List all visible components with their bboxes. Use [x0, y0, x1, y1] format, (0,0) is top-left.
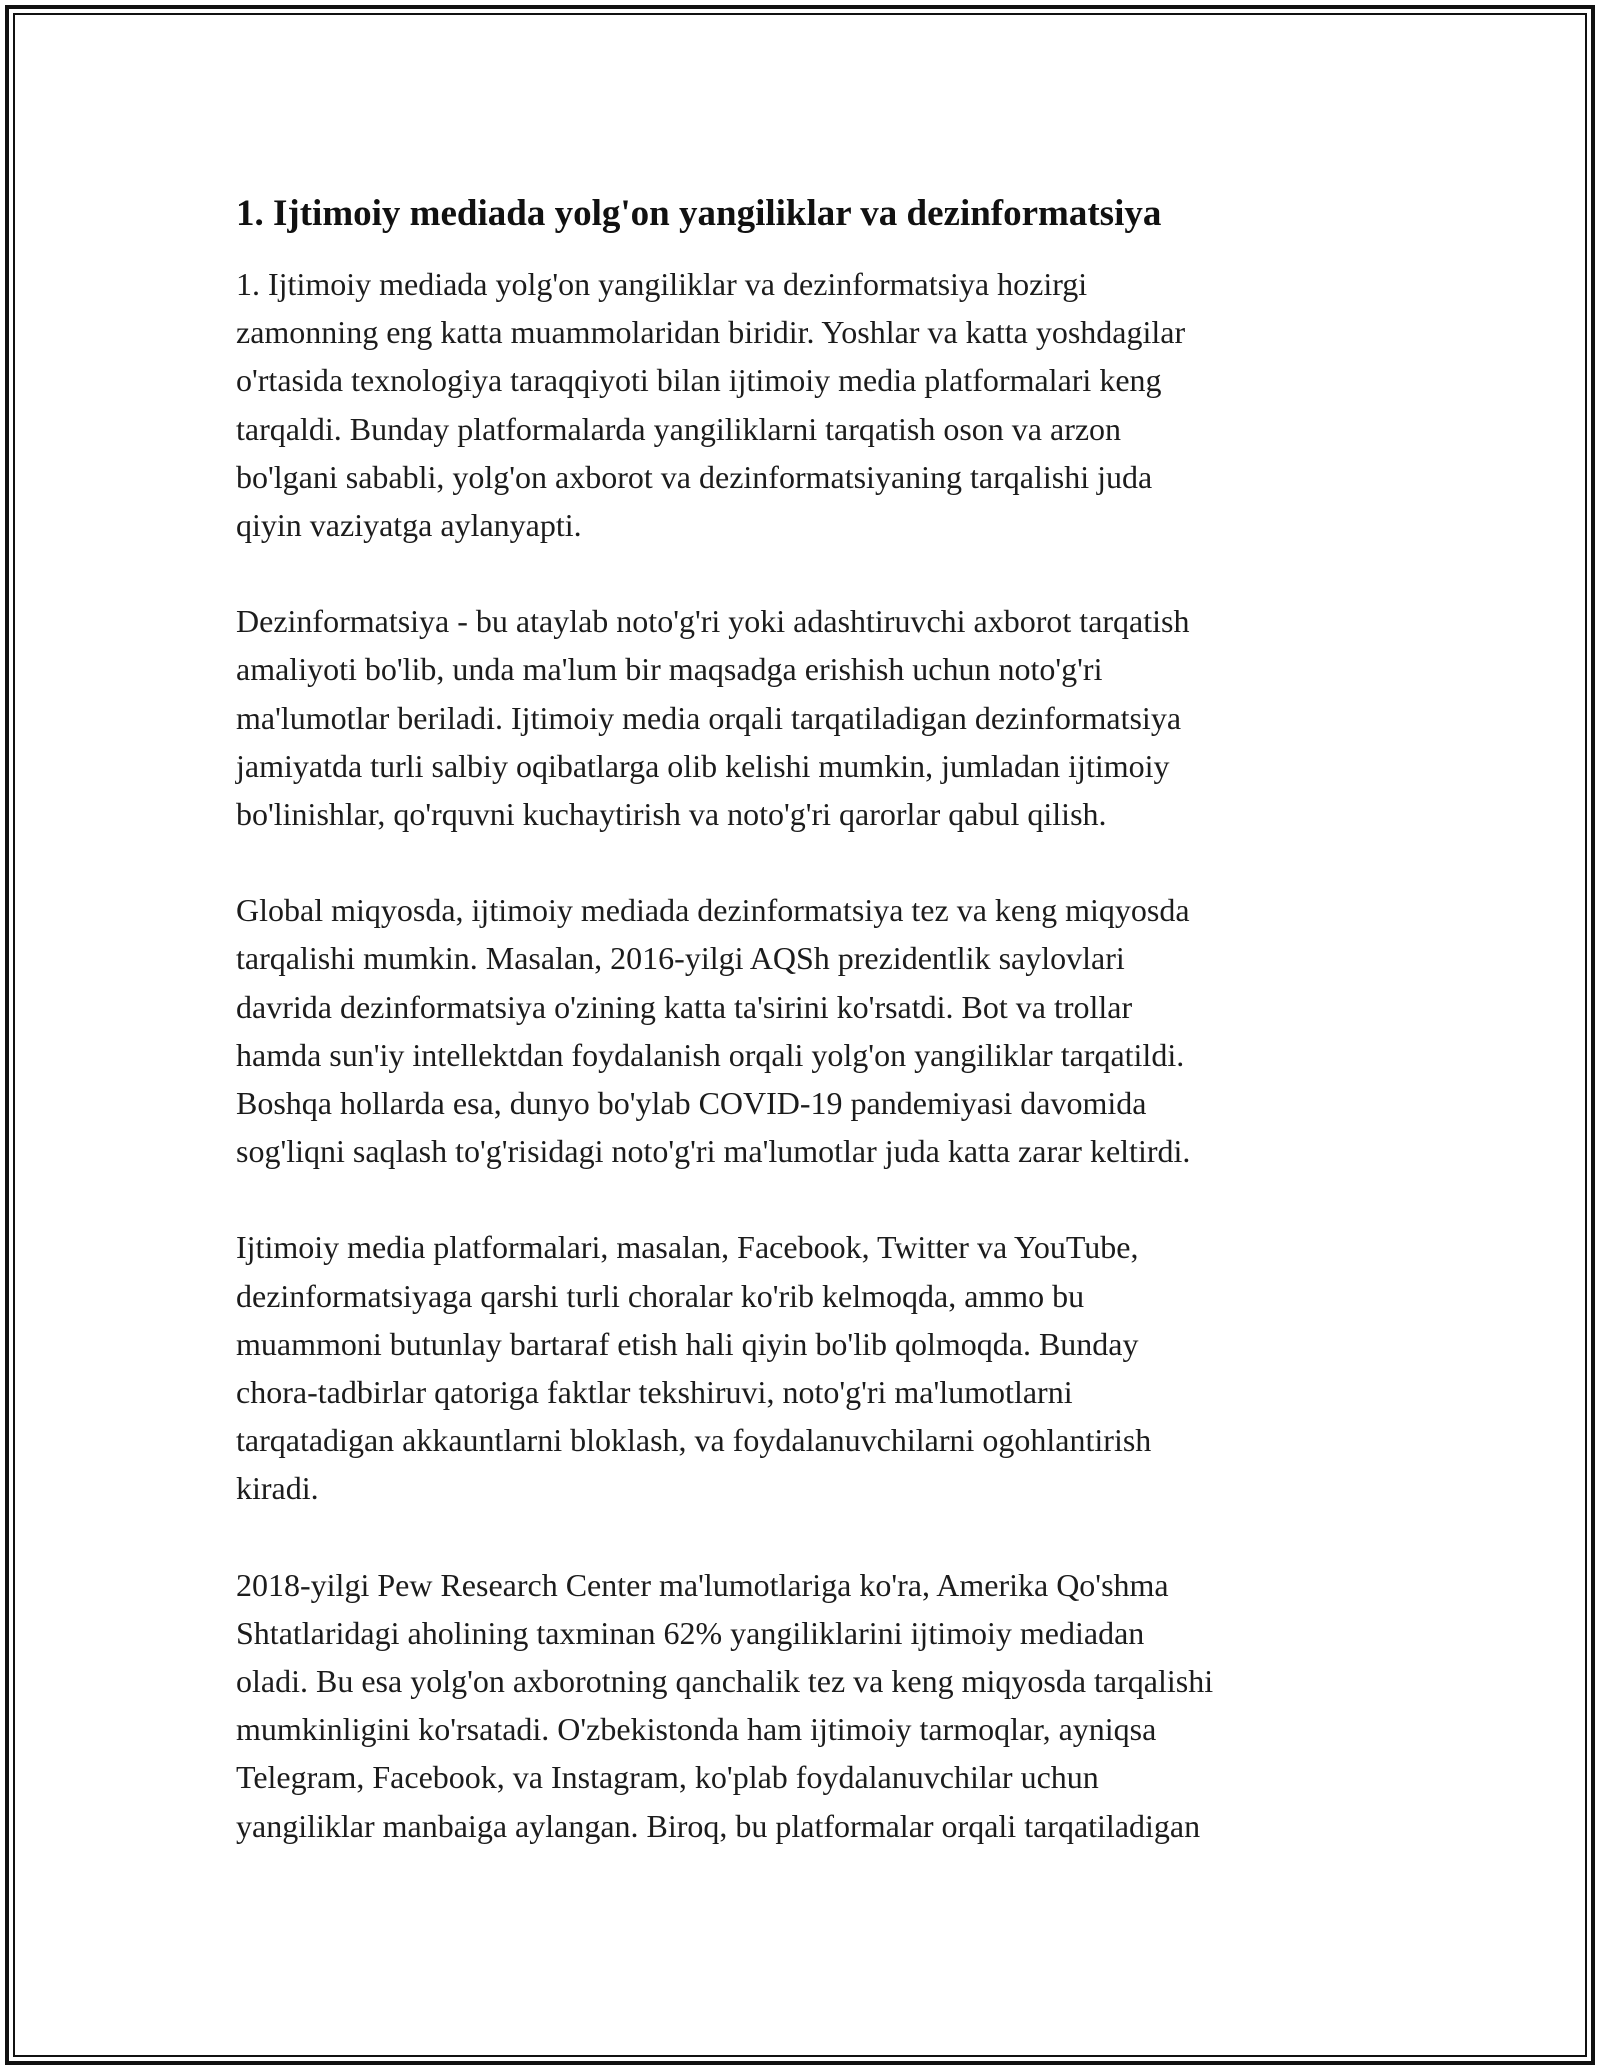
text-line: mumkinligini ko'rsatadi. O'zbekistonda ham ijtimoiy tarmoqlar, ayniqsa: [236, 1711, 1157, 1748]
text-line: muammoni butunlay bartaraf etish hali qiyin bo'lib qolmoqda. Bunday: [236, 1325, 1139, 1362]
document-title: 1. Ijtimoiy mediada yolg'on yangiliklar va dezinformatsiya: [236, 193, 1162, 234]
text-line: zamonning eng katta muammolaridan biridir. Yoshlar va katta yoshdagilar: [236, 314, 1186, 351]
text-line: 2018-yilgi Pew Research Center ma'lumotlariga ko'ra, Amerika Qo'shma: [236, 1566, 1169, 1603]
paragraph-3: [236, 886, 1376, 1175]
text-line: Boshqa hollarda esa, dunyo bo'ylab COVID-19 pandemiyasi davomida: [236, 1085, 1147, 1122]
text-line: 1. Ijtimoiy mediada yolg'on yangiliklar va dezinformatsiya hozirgi: [236, 266, 1088, 302]
text-line: tarqalishi mumkin. Masalan, 2016-yilgi AQSh prezidentlik saylovlari: [236, 940, 1125, 977]
text-line: qiyin vaziyatga aylanyapti.: [236, 507, 582, 544]
text-line: Shtatlaridagi aholining taxminan 62% yangiliklarini ijtimoiy mediadan: [236, 1614, 1145, 1651]
text-line: dezinformatsiyaga qarshi turli choralar ko'rib kelmoqda, ammo bu: [236, 1277, 1085, 1314]
text-line: Telegram, Facebook, va Instagram, ko'plab foydalanuvchilar uchun: [236, 1759, 1099, 1796]
text-line: oladi. Bu esa yolg'on axborotning qanchalik tez va keng miqyosda tarqalishi: [236, 1663, 1214, 1700]
text-line: Ijtimoiy media platformalari, masalan, Facebook, Twitter va YouTube,: [236, 1229, 1139, 1266]
text-line: hamda sun'iy intellektdan foydalanish orqali yolg'on yangiliklar tarqatildi.: [236, 1036, 1185, 1073]
text-line: bo'linishlar, qo'rquvni kuchaytirish va noto'g'ri qarorlar qabul qilish.: [236, 796, 1107, 833]
text-line: bo'lgani sababli, yolg'on axborot va dezinformatsiyaning tarqalishi juda: [236, 458, 1153, 495]
document-body: [236, 188, 1376, 1898]
text-line: tarqatadigan akkauntlarni bloklash, va foydalanuvchilarni ogohlantirish: [236, 1422, 1152, 1459]
text-line: Global miqyosda, ijtimoiy mediada dezinformatsiya tez va keng miqyosda: [236, 892, 1190, 929]
text-line: chora-tadbirlar qatoriga faktlar tekshiruvi, noto'g'ri ma'lumotlarni: [236, 1374, 1073, 1411]
paragraph-2: [236, 597, 1376, 838]
text-line: tarqaldi. Bunday platformalarda yangiliklarni tarqatish oson va arzon: [236, 410, 1122, 447]
text-line: kiradi.: [236, 1470, 319, 1507]
text-line: jamiyatda turli salbiy oqibatlarga olib kelishi mumkin, jumladan ijtimoiy: [236, 747, 1170, 784]
text-line: amaliyoti bo'lib, unda ma'lum bir maqsadga erishish uchun noto'g'ri: [236, 651, 1103, 688]
paragraph-5: [236, 1561, 1376, 1850]
text-line: davrida dezinformatsiya o'zining katta ta'sirini ko'rsatdi. Bot va trollar: [236, 988, 1133, 1025]
paragraph-4: [236, 1223, 1376, 1512]
text-line: o'rtasida texnologiya taraqqiyoti bilan ijtimoiy media platformalari keng: [236, 362, 1162, 399]
text-line: sog'liqni saqlash to'g'risidagi noto'g'ri ma'lumotlar juda katta zarar keltirdi.: [236, 1133, 1191, 1170]
text-line: yangiliklar manbaiga aylangan. Biroq, bu platformalar orqali tarqatiladigan: [236, 1807, 1201, 1844]
paragraph-1: [236, 260, 1376, 549]
text-line: ma'lumotlar beriladi. Ijtimoiy media orqali tarqatiladigan dezinformatsiya: [236, 699, 1182, 736]
text-line: Dezinformatsiya - bu ataylab noto'g'ri yoki adashtiruvchi axborot tarqatish: [236, 603, 1190, 640]
